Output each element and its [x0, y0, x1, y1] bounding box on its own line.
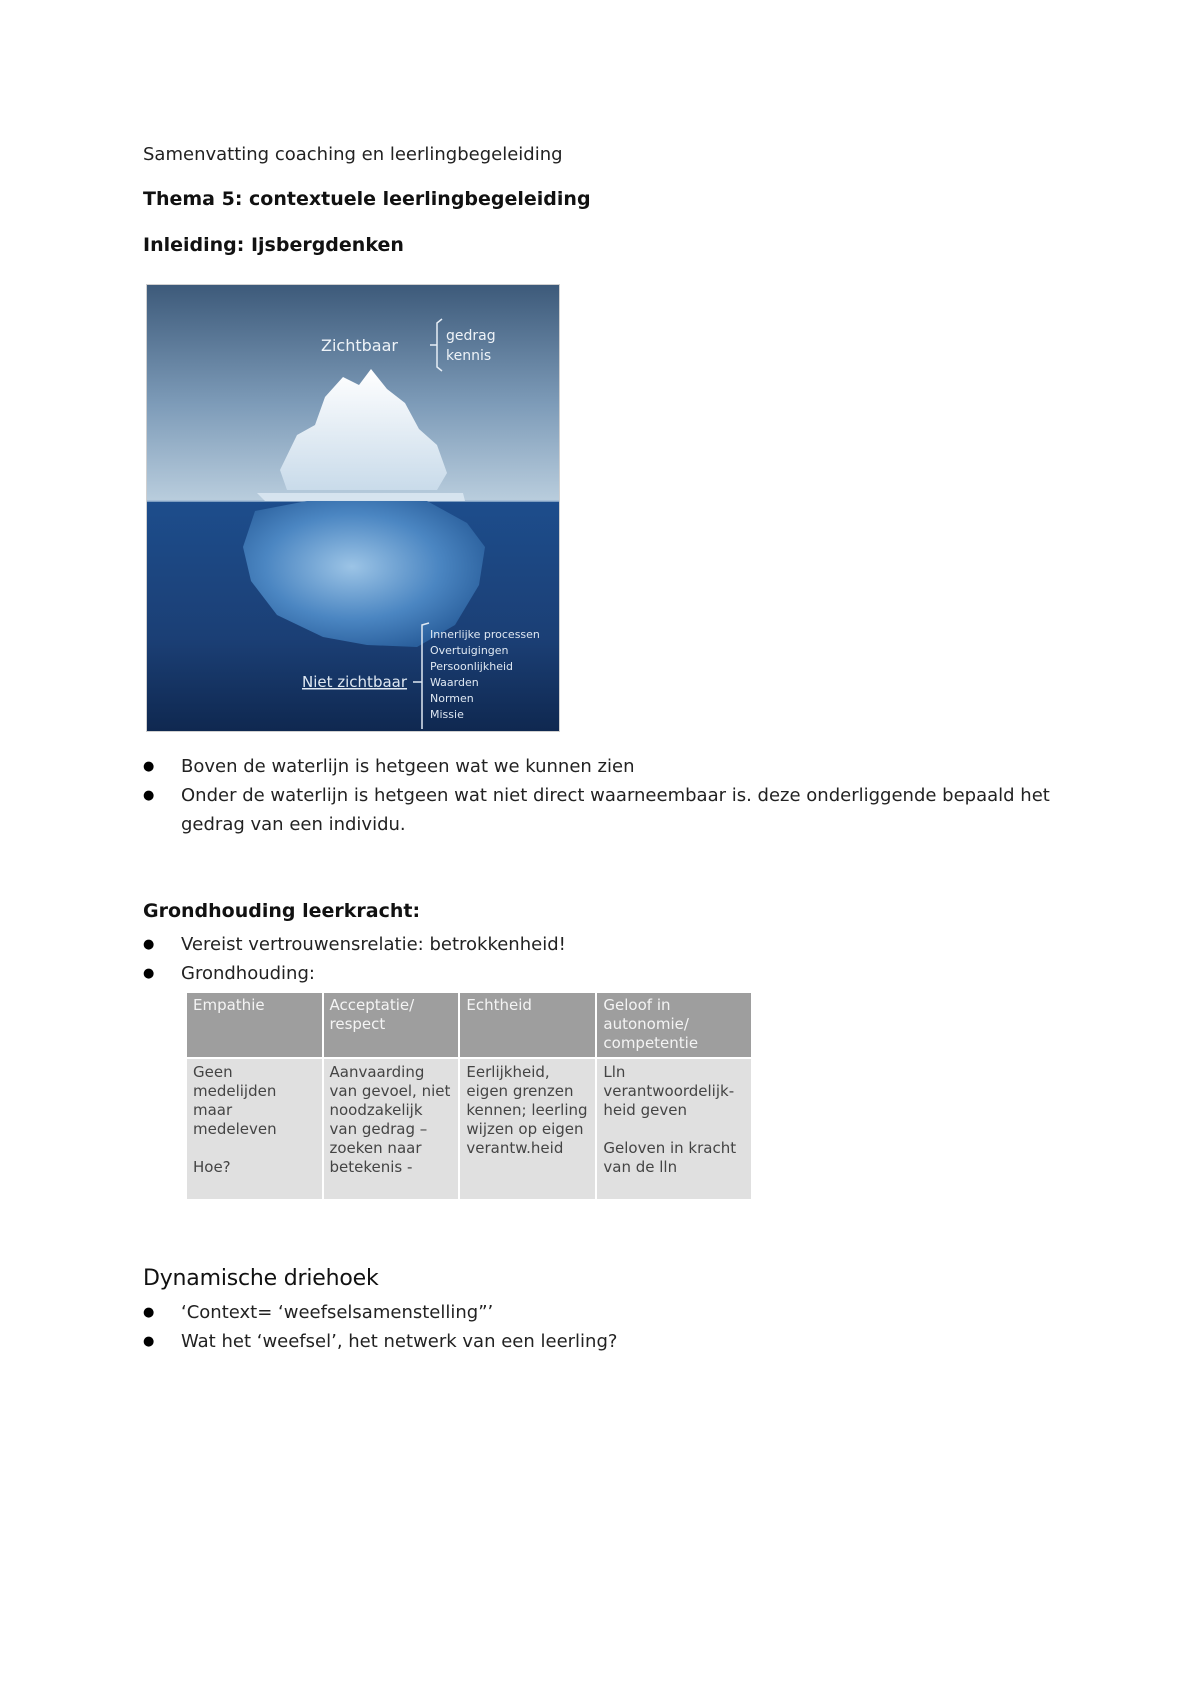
list-item: ● Onder de waterlijn is hetgeen wat niet direct waarneembaar is. deze onderliggende bepaald het gedrag van een individu. — [143, 781, 1063, 839]
visible-label: Zichtbaar — [321, 336, 398, 355]
list-item: ● ‘Context= ‘weefselsamenstelling”’ — [143, 1298, 1063, 1327]
table-cell: Lln verantwoordelijk-heid geven Geloven in kracht van de lln — [597, 1059, 751, 1199]
theme-heading: Thema 5: contextuele leerlingbegeleiding — [143, 188, 591, 210]
table-header: Empathie — [187, 993, 322, 1057]
visible-item: kennis — [446, 348, 492, 364]
document-title: Samenvatting coaching en leerlingbegeleiding — [143, 144, 563, 165]
iceberg-image — [146, 284, 560, 732]
hidden-item: Missie — [430, 708, 464, 721]
table-cell: Aanvaarding van gevoel, niet noodzakelijk van gedrag – zoeken naar betekenis - — [324, 1059, 459, 1199]
dynamische-bullet-list — [143, 1298, 1063, 1356]
list-item: ● Grondhouding: — [143, 959, 1063, 988]
table-header: Echtheid — [460, 993, 595, 1057]
intro-bullet-list — [143, 752, 1063, 839]
hidden-label: Niet zichtbaar — [302, 673, 408, 691]
table-header-row — [187, 993, 751, 1057]
hidden-item: Innerlijke processen — [430, 628, 540, 641]
table-header: Geloof in autonomie/ competentie — [597, 993, 751, 1057]
visible-item: gedrag — [446, 328, 496, 344]
table-header: Acceptatie/ respect — [324, 993, 459, 1057]
intro-heading: Inleiding: Ijsbergdenken — [143, 234, 404, 256]
table-cell: Eerlijkheid, eigen grenzen kennen; leerling wijzen op eigen verantw.heid — [460, 1059, 595, 1199]
hidden-item: Overtuigingen — [430, 644, 509, 657]
list-item: ● Boven de waterlijn is hetgeen wat we kunnen zien — [143, 752, 1063, 781]
list-item: ● Vereist vertrouwensrelatie: betrokkenheid! — [143, 930, 1063, 959]
iceberg-base — [257, 493, 465, 501]
grondhouding-heading: Grondhouding leerkracht: — [143, 900, 421, 922]
list-item: ● Wat het ‘weefsel’, het netwerk van een leerling? — [143, 1327, 1063, 1356]
hidden-item: Waarden — [430, 676, 479, 689]
grondhouding-bullet-list — [143, 930, 1063, 988]
hidden-item: Persoonlijkheid — [430, 660, 514, 673]
table-cell: Geen medelijden maar medeleven Hoe? — [187, 1059, 322, 1199]
dynamische-heading: Dynamische driehoek — [143, 1266, 379, 1291]
grondhouding-table — [185, 991, 753, 1201]
hidden-item: Normen — [430, 692, 474, 705]
table-row — [187, 1059, 751, 1199]
